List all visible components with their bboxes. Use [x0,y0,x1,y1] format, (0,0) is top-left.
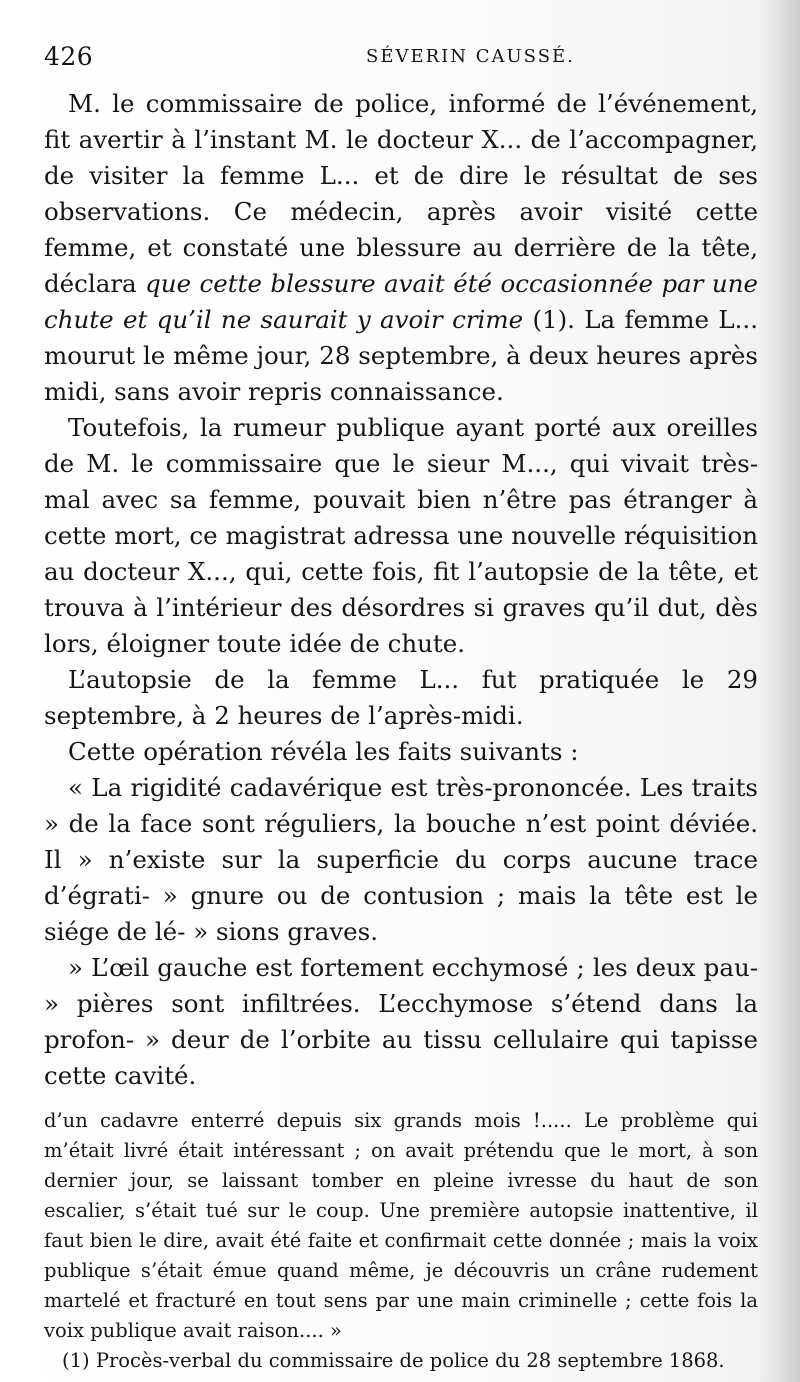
footnote-1: (1) Procès-verbal du commissaire de police du 28 septembre 1868. [62,1349,725,1372]
paragraph-1-start: M. le commissaire de police, informé de l’événement, fit avertir à l’instant M. le docteur X... de l’accompagner, de visiter la femme L... et de dire le résultat de ses observations. Ce médecin, après avoir visité cette femme, et constaté une blessure au derrière de la tête, déclara [44,89,758,298]
paragraph-2: Toutefois, la rumeur publique ayant porté aux oreilles de M. le commissaire que le sieur M..., qui vivait très-mal avec sa femme, pouvait bien n’être pas étranger à cette mort, ce magistrat adressa une nouvelle réquisition au docteur X..., qui, cette fois, fit l’autopsie de la tête, et trouva à l’intérieur des désordres si graves qu’il dut, dès lors, éloigner toute idée de chute. [44,413,758,658]
autopsy-quote [44,770,758,1094]
footnote-continued: d’un cadavre enterré depuis six grands mois !..... Le problème qui m’était livré était intéressant ; on avait prétendu que le mort, à son dernier jour, se laissant tomber en pleine ivresse du haut de son escalier, s’était tué sur le coup. Une première autopsie inattentive, il faut bien le dire, avait été faite et confirmait cette donnée ; mais la voix publique s’était émue quand même, je découvris un crâne rudement martelé et fracturé en tout sens par une main criminelle ; cette fois la voix publique avait raison.... » [44,1109,758,1342]
quote-paragraph-2: » L’œil gauche est fortement ecchymosé ; les deux pau- » pières sont infiltrées. L’ecchymose s’étend dans la profon- » deur de l’orbite au tissu cellulaire qui tapisse cette cavité. [44,953,758,1090]
paragraph-3: L’autopsie de la femme L... fut pratiquée le 29 septembre, à 2 heures de l’après-midi. [44,665,758,730]
quote-paragraph-1: « La rigidité cadavérique est très-prononcée. Les traits » de la face sont réguliers, la bouche n’est point déviée. Il » n’existe sur la superficie du corps aucune trace d’égrati- » gnure ou de contusion ; mais la tête est le siége de lé- » sions graves. [44,773,758,946]
paragraph-1 [44,86,758,410]
paragraph-1-end: (1). La femme L... mourut le même jour, 28 septembre, à deux heures après midi, sans avoir repris connaissance. [44,305,759,406]
main-text [44,86,758,1094]
paragraph-1-italic-quote: que cette blessure avait été occasionnée par une chute et qu’il ne saurait y avoir crime [44,269,758,334]
page-header [44,42,754,82]
running-title: SÉVERIN CAUSSÉ. [366,46,575,67]
page-number: 426 [44,42,94,71]
page-edge-shadow [758,0,800,1382]
footnotes [44,1106,758,1376]
paragraph-4: Cette opération révéla les faits suivants : [68,737,579,766]
